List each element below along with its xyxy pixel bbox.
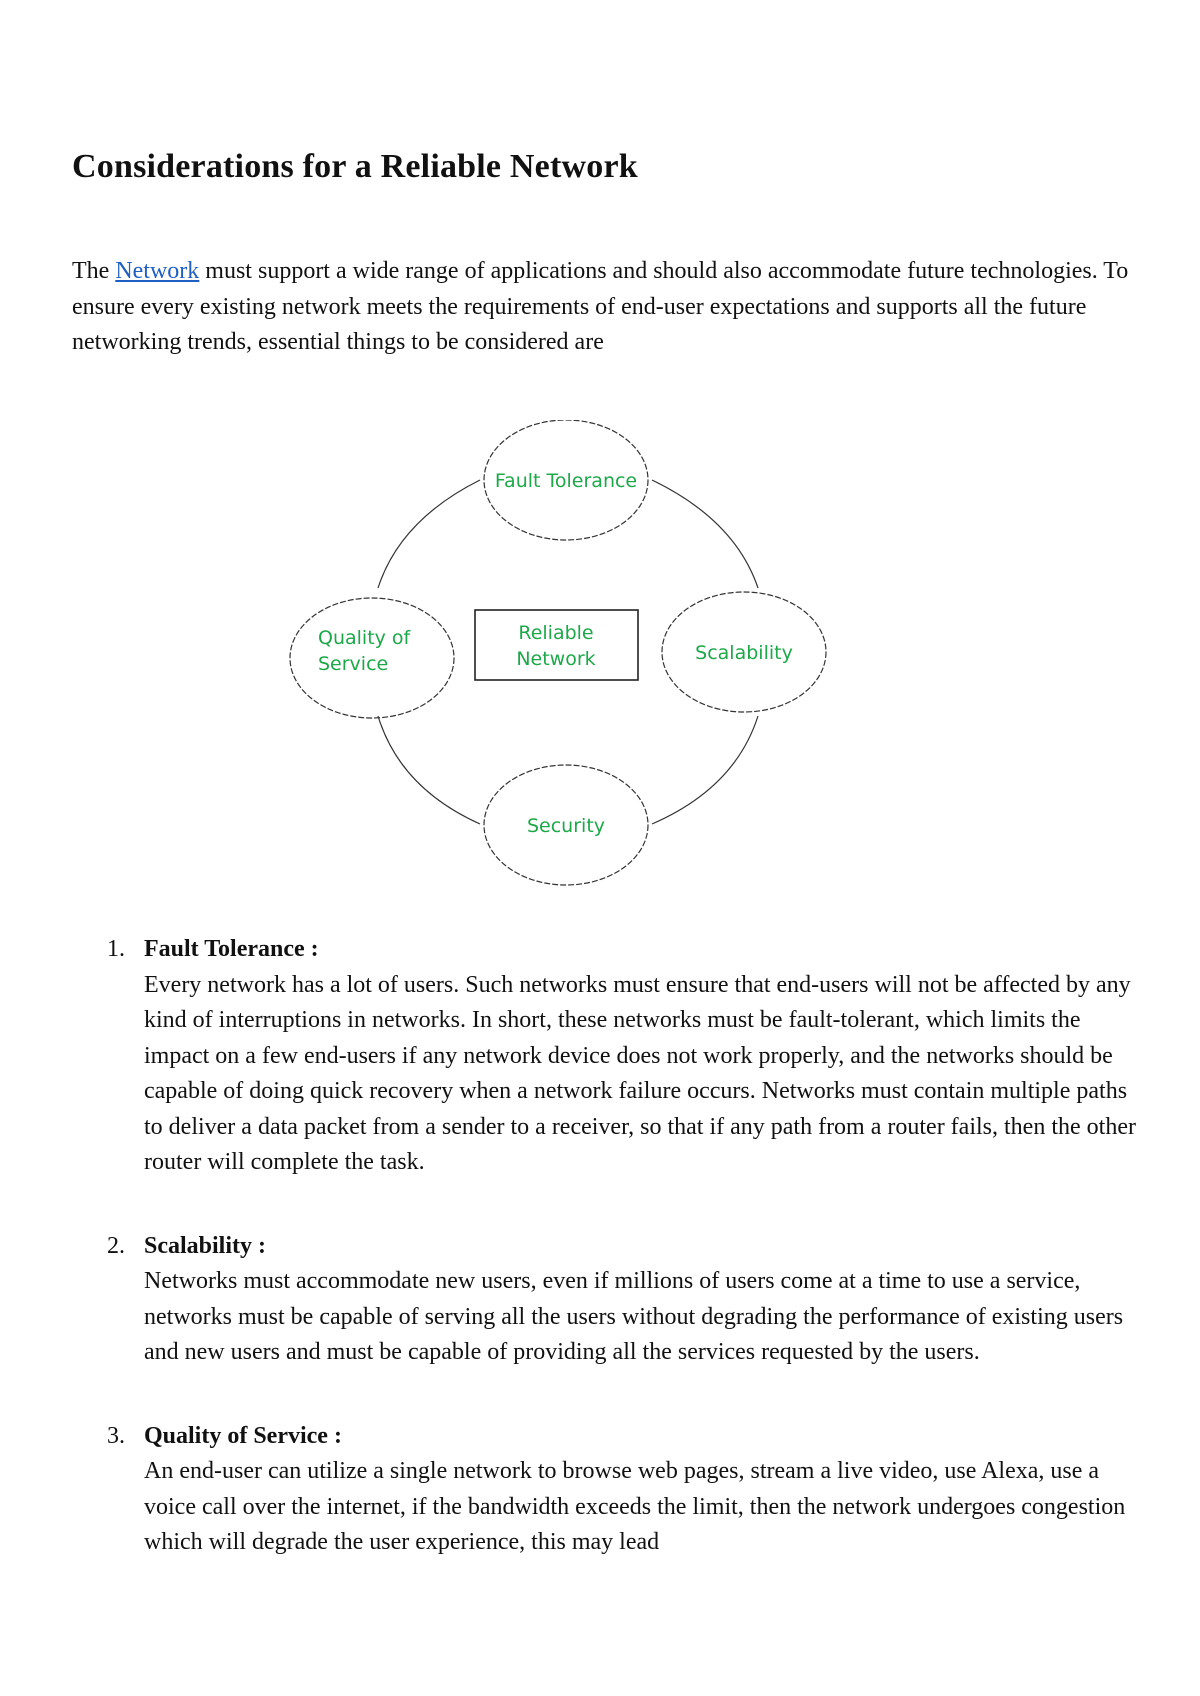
arc-bottom-left — [378, 716, 480, 824]
list-item-title: Fault Tolerance : — [144, 936, 319, 962]
network-link[interactable]: Network — [115, 258, 200, 284]
node-security-label: Security — [526, 815, 606, 837]
arc-top-right — [652, 480, 758, 588]
list-item — [100, 932, 1140, 1181]
arc-top-left — [378, 480, 480, 588]
list-item — [100, 1229, 1140, 1371]
intro-text-start: The — [72, 258, 116, 284]
list-item-body: Every network has a lot of users. Such networks must ensure that end-users will not be affected by any kind of interruptions in networks. In short, these networks must be fault-tolerant, which limits the impact on a few end-users if any network device does not work properly, and the networks should be capable of doing quick recovery when a network failure occurs. Networks must contain multiple paths to deliver a data packet from a sender to a receiver, so that if any path from a router fails, then the other router will complete the task. — [144, 971, 1136, 1175]
list-item — [100, 1419, 1140, 1561]
arc-bottom-right — [652, 716, 758, 824]
reliable-network-diagram — [280, 420, 840, 900]
page-title: Considerations for a Reliable Network — [72, 148, 638, 185]
considerations-list — [100, 932, 1140, 1609]
list-item-body: Networks must accommodate new users, even if millions of users come at a time to use a service, networks must be capable of serving all the users without degrading the performance of existing users and new users and must be capable of providing all the services requested by the users. — [144, 1268, 1124, 1365]
list-item-title: Scalability : — [144, 1232, 267, 1259]
center-label-line2: Network — [516, 648, 596, 670]
list-item-number: 2. — [107, 1232, 125, 1259]
node-scalability-label: Scalability — [695, 642, 793, 664]
node-quality-label-line2: Service — [318, 653, 389, 675]
intro-text-rest: must support a wide range of applications and should also accommodate future technologies. To ensure every existing network meets the requirements of end-user expectations and supports all the future networking trends, essential things to be considered are — [72, 258, 1129, 355]
list-item-number: 1. — [107, 936, 125, 962]
node-fault-tolerance-label: Fault Tolerance — [494, 470, 638, 492]
node-quality-label-line1: Quality of — [318, 627, 411, 649]
list-item-number: 3. — [107, 1422, 125, 1449]
list-item-title: Quality of Service : — [144, 1422, 342, 1449]
intro-paragraph — [72, 254, 1142, 361]
list-item-body: An end-user can utilize a single network to browse web pages, stream a live video, use Alexa, use a voice call over the internet, if the bandwidth exceeds the limit, then the network undergoes congestion which will degrade the user experience, this may lead — [144, 1458, 1126, 1555]
center-label-line1: Reliable — [518, 622, 594, 644]
